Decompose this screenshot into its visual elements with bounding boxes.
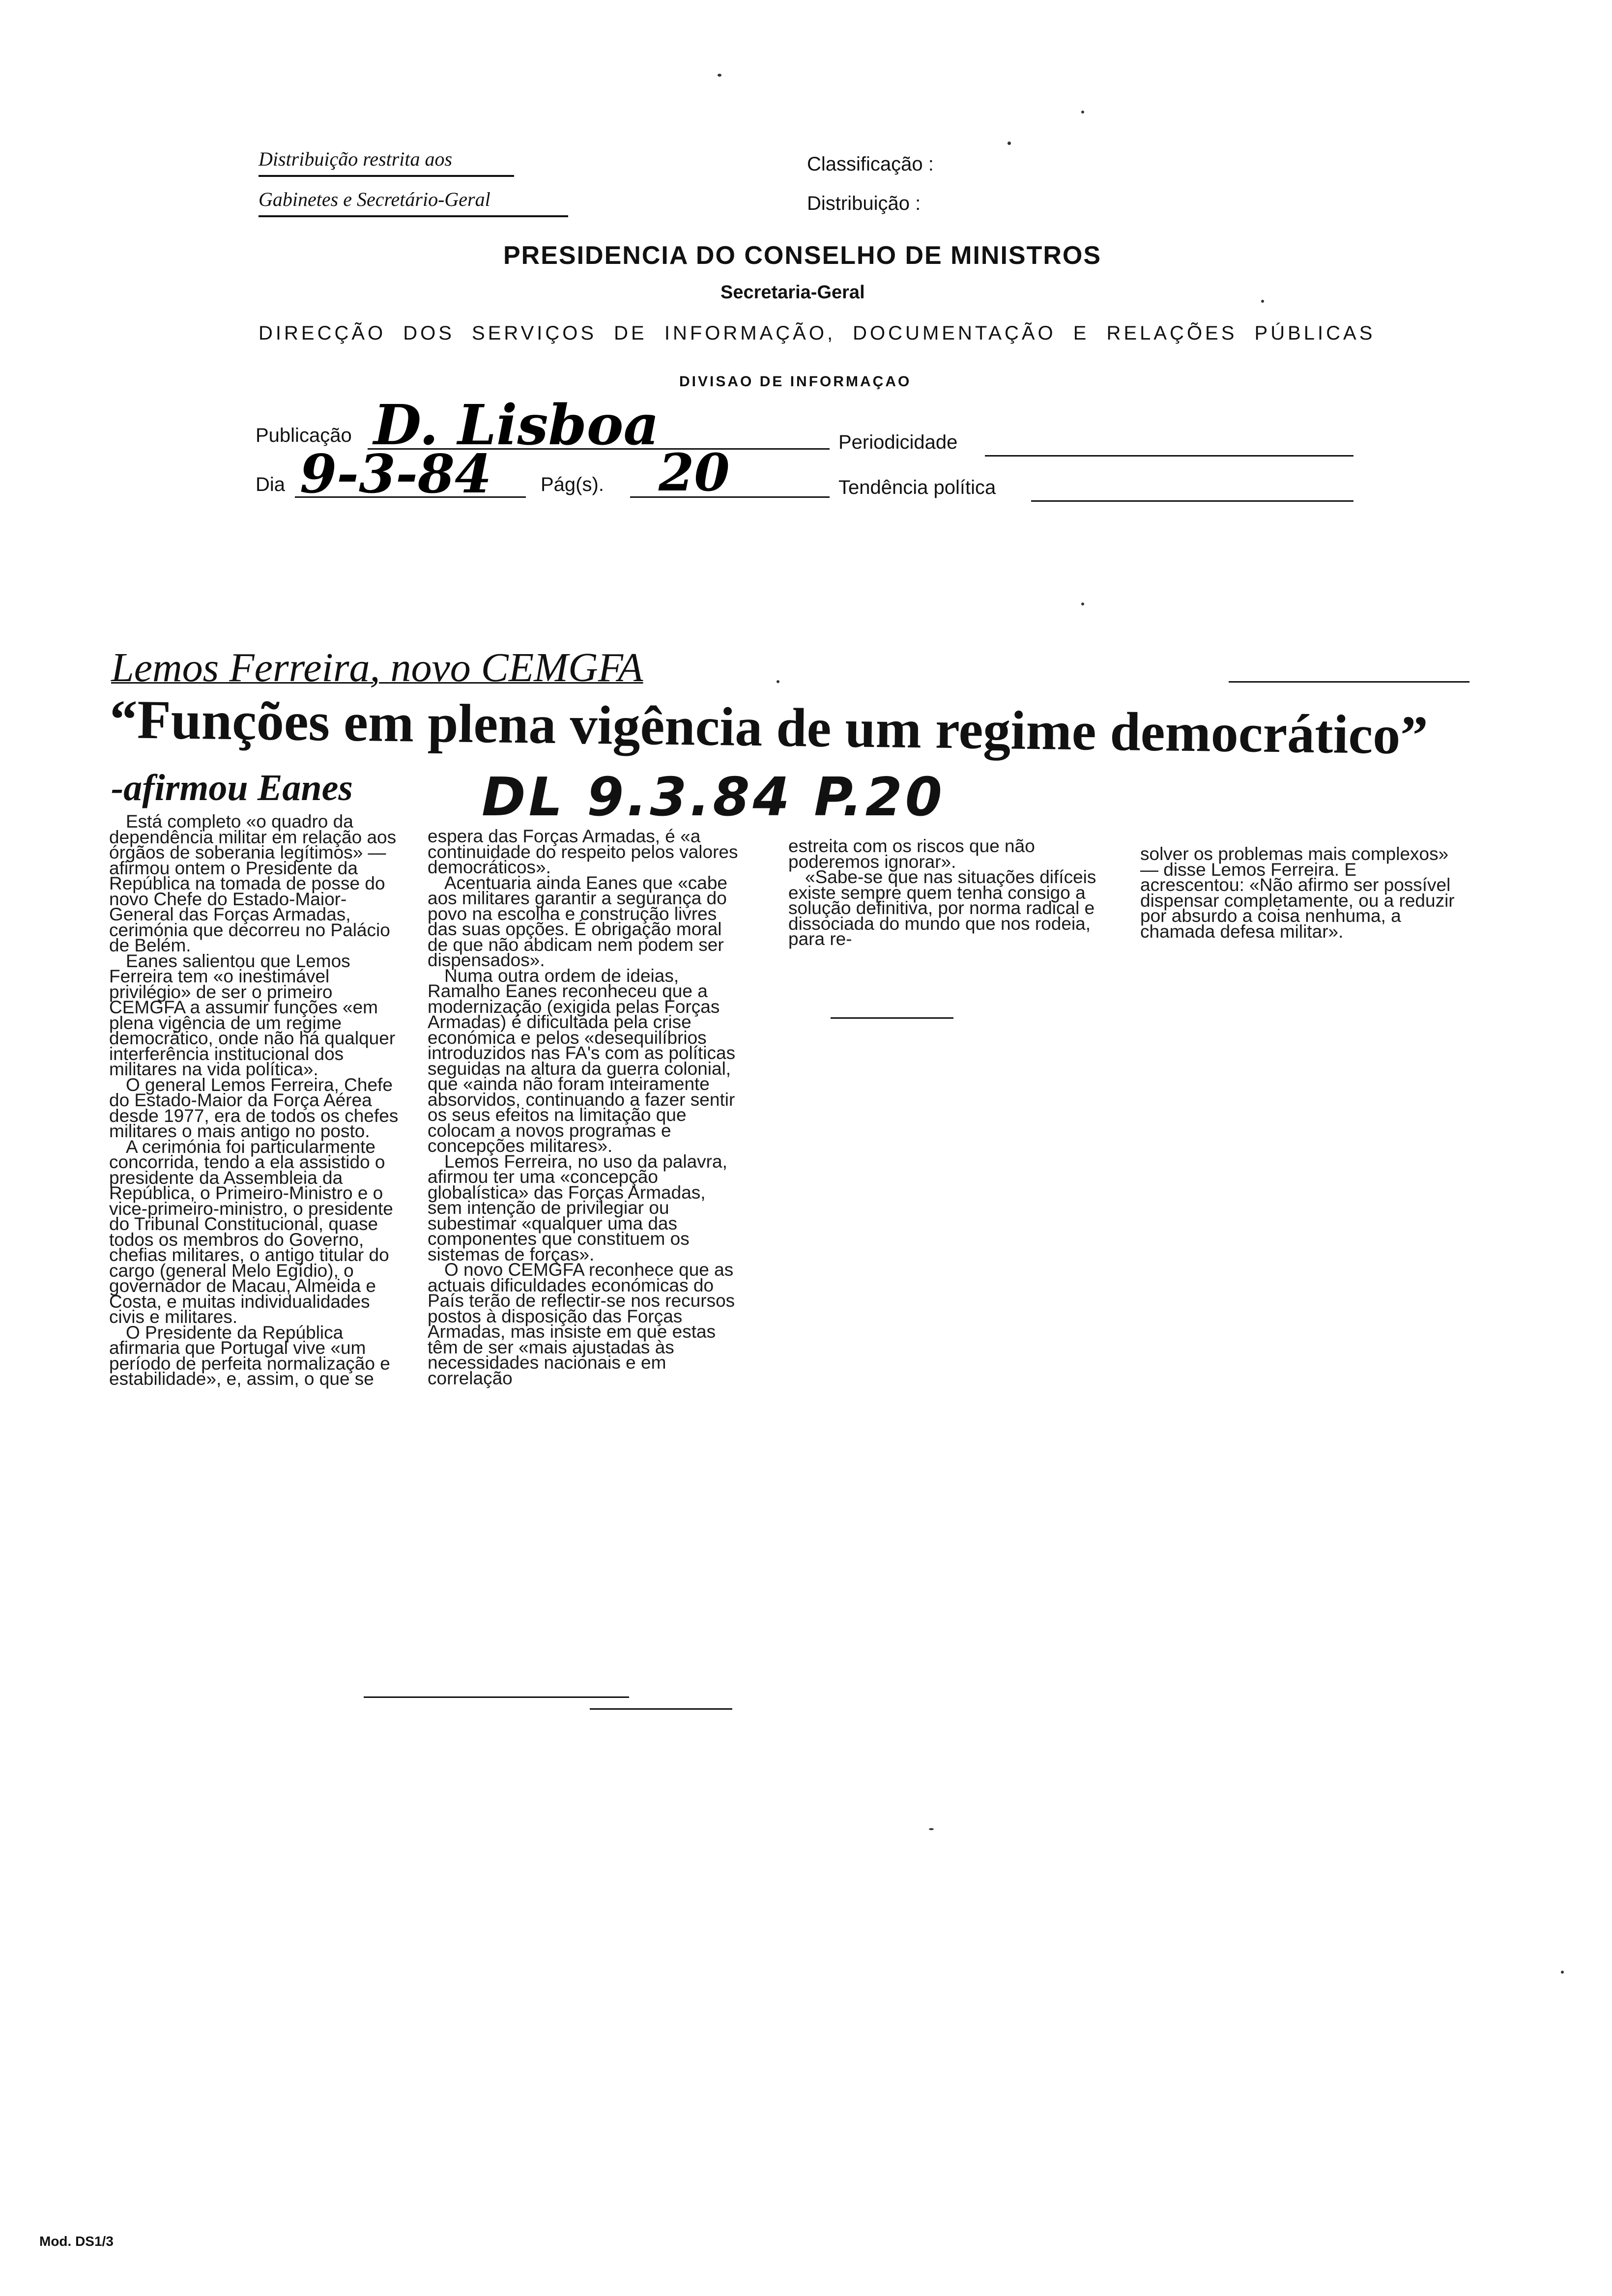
periodicidade-line (985, 455, 1353, 457)
publicacao-handwritten: D. Lisboa (374, 393, 660, 458)
article-headline: “Funções em plena vigência de um regime democrático” (109, 689, 1429, 766)
col2-paragraph-5: O novo CEMGFA reconhece que as actuais dificuldades económicas do País terão de reflectir-se nos recursos postos à disposição das Forças Armadas, mas insiste em que estas têm de ser «mais ajustadas às necessidades nacionais e em correlação (428, 1260, 735, 1388)
column-end-rule (364, 1696, 629, 1698)
col2-paragraph-1: espera das Forças Armadas, é «a continuidade do respeito pelos valores democráticos». (428, 826, 738, 877)
handwritten-stamp: DL 9.3.84 P.20 (482, 767, 945, 828)
tendencia-line (1031, 500, 1353, 502)
scan-speck (1008, 142, 1011, 145)
col1-paragraph-4: A cerimónia foi particularmente concorrida, tendo a ela assistido o presidente da Assembleia da República, o Primeiro-Ministro e o vice-primeiro-ministro, o presidente do Tribunal Constitucional, quase todos os membros do Governo, chefias militares, o antigo titular do cargo (general Melo Egídio), o governador de Macau, Almeida e Costa, e muitas individualidades civis e militares. (109, 1136, 393, 1327)
tendencia-label: Tendência política (838, 477, 996, 498)
column-end-rule-2 (590, 1708, 732, 1710)
scan-speck (929, 1828, 934, 1830)
column-3-end-rule (831, 1017, 953, 1019)
distribution-note-line2: Gabinetes e Secretário-Geral (259, 188, 490, 210)
article-column-4 (1140, 844, 1459, 942)
col1-paragraph-5: O Presidente da República afirmaria que Portugal vive «um período de perfeita normalização e estabilidade», e, assim, o que se (109, 1322, 390, 1389)
col1-paragraph-1: Está completo «o quadro da dependência militar em relação aos órgãos de soberania legítimos» — afirmou ontem o Presidente da República na tomada de posse do novo Chefe do Estado-Maior-General das Forças Armadas, cerimónia que decorreu no Palácio de Belém. (109, 811, 397, 955)
col2-paragraph-3: Numa outra ordem de ideias, Ramalho Eanes reconheceu que a modernização (exigida pelas Forças Armadas) é dificultada pela crise económica e pelos «desequilíbrios introduzidos nas FA's com as políticas seguidas na altura da guerra colonial, que «ainda não foram inteiramente absorvidos, continuando a fazer sentir os seus efeitos na limitação que colocam a novos programas e concepções militares». (428, 965, 736, 1156)
distribution-note-underline-2 (259, 215, 568, 217)
divisao-informacao: DIVISAO DE INFORMAÇAO (679, 373, 912, 390)
distribuicao-label: Distribuição : (807, 193, 921, 214)
article-kicker (111, 644, 643, 691)
col2-paragraph-2: Acentuaria ainda Eanes que «cabe aos militares garantir a segurança do povo na escolha e construção livres das suas opções. É obrigação moral de que não abdicam nem podem ser dispensados». (428, 872, 727, 970)
scan-speck (1261, 300, 1264, 303)
dia-label: Dia (256, 474, 286, 495)
scan-speck (1081, 603, 1084, 605)
publicacao-label: Publicação (256, 425, 352, 446)
periodicidade-label: Periodicidade (838, 431, 958, 453)
model-code: Mod. DS1/3 (39, 2234, 114, 2249)
col1-paragraph-3: O general Lemos Ferreira, Chefe do Estado-Maior da Força Aérea desde 1977, era de todos os chefes militares o mais antigo no posto. (109, 1074, 399, 1141)
article-byline: -afirmou Eanes (111, 767, 353, 808)
classificacao-label: Classificação : (807, 153, 934, 175)
article-column-2 (428, 826, 742, 1388)
dia-handwritten: 9-3-84 (300, 443, 492, 505)
article-kicker-text: Lemos Ferreira, novo CEMGFA (111, 645, 643, 690)
scan-speck (1081, 111, 1084, 114)
col3-paragraph-2: «Sabe-se que nas situações difíceis existe sempre quem tenha consigo a solução definitiva, por norma radical e dissociada do mundo que nos rodeia, para re- (788, 867, 1096, 949)
scan-speck (718, 74, 721, 77)
pags-handwritten: 20 (659, 442, 730, 503)
article-column-3 (788, 838, 1105, 947)
article-column-1 (109, 811, 405, 1389)
presidencia-title: PRESIDENCIA DO CONSELHO DE MINISTROS (503, 241, 1102, 270)
pags-label: Pág(s). (541, 474, 604, 495)
distribution-note-line1: Distribuição restrita aos (259, 148, 453, 170)
kicker-right-rule (1229, 681, 1469, 683)
scan-speck (1561, 1971, 1564, 1974)
secretaria-geral: Secretaria-Geral (720, 282, 865, 303)
col4-paragraph-1: solver os problemas mais complexos» — disse Lemos Ferreira. E acrescentou: «Não afirmo ser possível dispensar completamente, ou a reduzir por absurdo a coisa nenhuma, a chamada defesa militar». (1140, 844, 1455, 942)
distribution-note-underline (259, 175, 514, 177)
col1-paragraph-2: Eanes salientou que Lemos Ferreira tem «o inestimável privilégio» de ser o primeiro CEMGFA a assumir funções «em plena vigência de um regime democrático, onde não há qualquer interferência institucional dos militares na vida política». (109, 950, 396, 1079)
direccao-servicos: DIRECÇÃO DOS SERVIÇOS DE INFORMAÇÃO, DOCUMENTAÇÃO E RELAÇÕES PÚBLICAS (259, 322, 1376, 344)
col3-paragraph-1: estreita com os riscos que não poderemos ignorar». (788, 836, 1035, 872)
col2-paragraph-4: Lemos Ferreira, no uso da palavra, afirmou ter uma «concepção globalística» das Forças Armadas, sem intenção de privilegiar ou subestimar «qualquer uma das componentes que constituem os sistemas de forças». (428, 1151, 727, 1264)
scan-speck (777, 680, 779, 683)
